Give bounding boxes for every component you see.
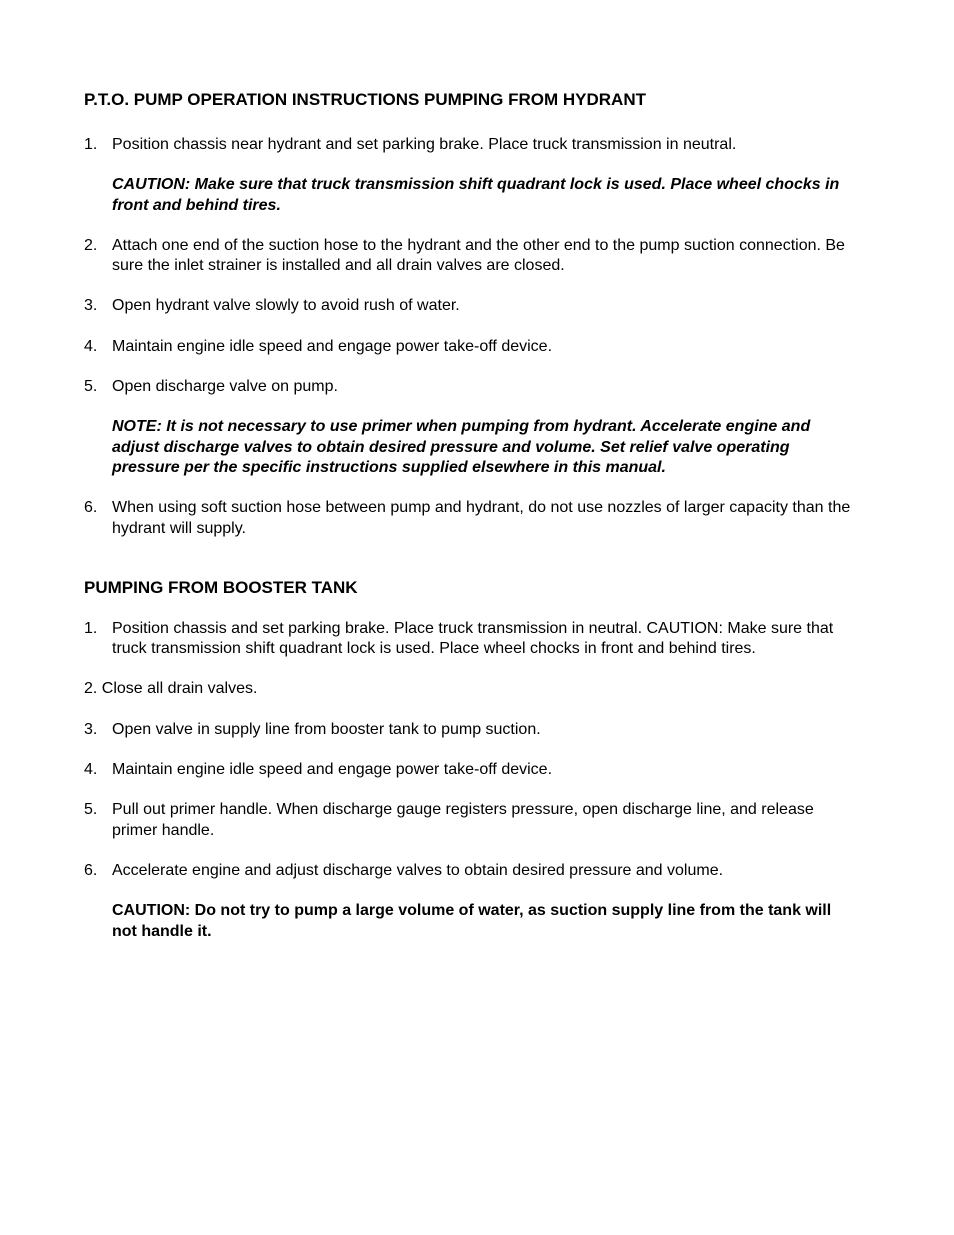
step-text: Open discharge valve on pump. bbox=[112, 378, 338, 396]
step-number: 4. bbox=[84, 337, 98, 355]
list-item bbox=[84, 296, 854, 316]
step-number: 5. bbox=[84, 801, 98, 819]
list-item bbox=[84, 720, 854, 740]
step-number: 2. bbox=[84, 236, 98, 254]
step-number: 4. bbox=[84, 761, 98, 779]
list-item bbox=[84, 135, 854, 155]
step-number: 1. bbox=[84, 619, 98, 637]
caution-note: CAUTION: Make sure that truck transmission shift quadrant lock is used. Place wheel chocks in front and behind tires. bbox=[112, 176, 840, 214]
section-title-booster-tank: PUMPING FROM BOOSTER TANK bbox=[84, 577, 358, 597]
step-number: 6. bbox=[84, 499, 98, 517]
list-item bbox=[84, 800, 854, 841]
step-number: 3. bbox=[84, 720, 98, 738]
step-text: Position chassis near hydrant and set parking brake. Place truck transmission in neutral. bbox=[112, 136, 737, 153]
list-item bbox=[84, 377, 854, 397]
step-text: Maintain engine idle speed and engage power take-off device. bbox=[112, 337, 553, 355]
step-text: Position chassis and set parking brake. Place truck transmission in neutral. CAUTION: Make sure that truck transmission shift quadrant lock is used. Place wheel chocks in front and behind tires. bbox=[112, 619, 834, 658]
list-item: 2. Close all drain valves. bbox=[84, 680, 258, 698]
step-text: Accelerate engine and adjust discharge valves to obtain desired pressure and volume. bbox=[112, 861, 724, 879]
section-title-hydrant: P.T.O. PUMP OPERATION INSTRUCTIONS PUMPING FROM HYDRANT bbox=[84, 90, 646, 109]
caution-note: CAUTION: Do not try to pump a large volume of water, as suction supply line from the tank will not handle it. bbox=[112, 902, 832, 940]
step-text: Maintain engine idle speed and engage power take-off device. bbox=[112, 761, 553, 779]
step-number: 5. bbox=[84, 378, 98, 396]
list-item bbox=[84, 337, 854, 357]
step-text: Open valve in supply line from booster tank to pump suction. bbox=[112, 720, 541, 738]
list-item bbox=[84, 498, 854, 539]
step-number: 1. bbox=[84, 136, 98, 153]
primer-note: NOTE: It is not necessary to use primer when pumping from hydrant. Accelerate engine and adjust discharge valves to obtain desired pressure and volume. Set relief valve operating pressure per the specific instructions supplied elsewhere in this manual. bbox=[112, 418, 811, 476]
list-item bbox=[84, 861, 854, 881]
step-text: When using soft suction hose between pump and hydrant, do not use nozzles of larger capacity than the hydrant will supply. bbox=[112, 499, 851, 537]
step-number: 3. bbox=[84, 297, 98, 315]
list-item bbox=[84, 619, 854, 660]
step-text: Pull out primer handle. When discharge gauge registers pressure, open discharge line, and release primer handle. bbox=[112, 801, 814, 839]
step-text: Attach one end of the suction hose to the hydrant and the other end to the pump suction connection. Be sure the inlet strainer is installed and all drain valves are closed. bbox=[112, 236, 845, 275]
step-number: 6. bbox=[84, 861, 98, 879]
step-text: Open hydrant valve slowly to avoid rush of water. bbox=[112, 297, 460, 315]
document-page bbox=[84, 89, 854, 962]
list-item bbox=[84, 760, 854, 780]
list-item bbox=[84, 236, 854, 277]
